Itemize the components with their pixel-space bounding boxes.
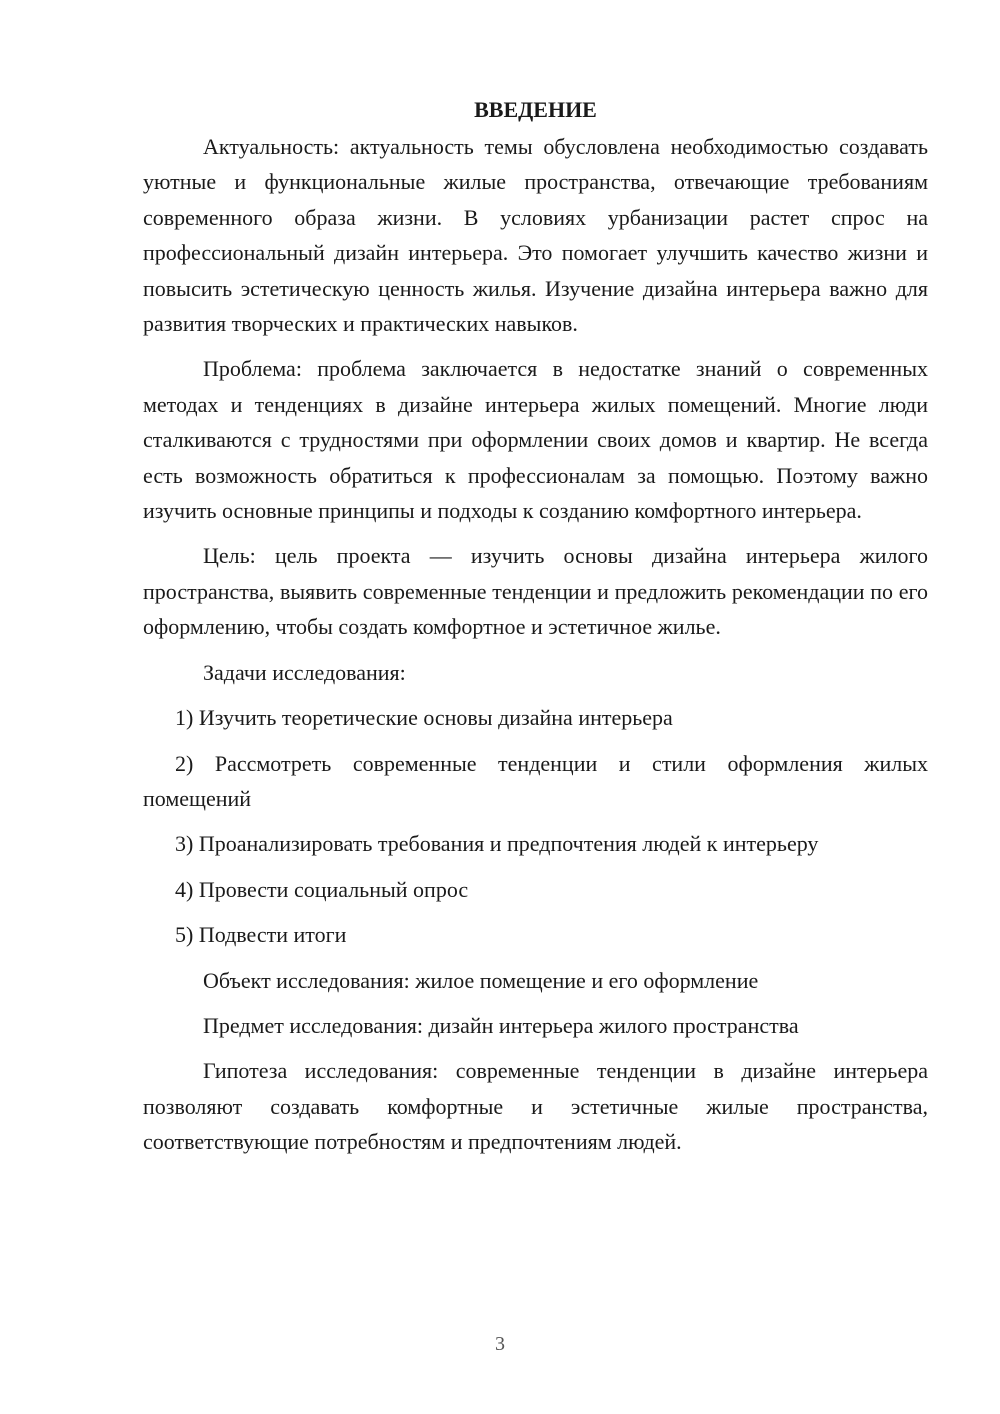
task-item-3: 3) Проанализировать требования и предпочтения людей к интерьеру	[175, 831, 819, 857]
task-item-4: 4) Провести социальный опрос	[175, 876, 469, 902]
object-paragraph: Объект исследования: жилое помещение и его оформление	[203, 967, 759, 993]
goal-paragraph: Цель: цель проекта — изучить основы дизайна интерьера жилого пространства, выявить современные тенденции и предложить рекомендации по его оформлению, чтобы создать комфортное и эстетичное жилье.	[143, 543, 928, 640]
page-number: 3	[495, 1333, 505, 1355]
task-item-1: 1) Изучить теоретические основы дизайна интерьера	[175, 705, 673, 731]
problem-paragraph: Проблема: проблема заключается в недостатке знаний о современных методах и тенденциях в дизайне интерьера жилых помещений. Многие люди сталкиваются с трудностями при оформлении своих домов и квартир. Не всегда есть возможность обратиться к профессионалам за помощью. Поэтому важно изучить основные принципы и подходы к созданию комфортного интерьера.	[143, 356, 928, 524]
relevance-paragraph: Актуальность: актуальность темы обусловлена необходимостью создавать уютные и функциональные жилые пространства, отвечающие требованиям современного образа жизни. В условиях урбанизации растет спрос на профессиональный дизайн интерьера. Это помогает улучшить качество жизни и повысить эстетическую ценность жилья. Изучение дизайна интерьера важно для развития творческих и практических навыков.	[143, 134, 928, 337]
document-page	[143, 92, 928, 1170]
tasks-heading: Задачи исследования:	[203, 659, 406, 685]
task-item-5: 5) Подвести итоги	[175, 922, 347, 948]
hypothesis-paragraph: Гипотеза исследования: современные тенденции в дизайне интерьера позволяют создавать комфортные и эстетичные жилые пространства, соответствующие потребностям и предпочтениям людей.	[143, 1058, 928, 1155]
page-title: ВВЕДЕНИЕ	[474, 97, 597, 122]
subject-paragraph: Предмет исследования: дизайн интерьера жилого пространства	[203, 1012, 799, 1038]
task-item-2: 2) Рассмотреть современные тенденции и стили оформления жилых помещений	[143, 750, 928, 811]
